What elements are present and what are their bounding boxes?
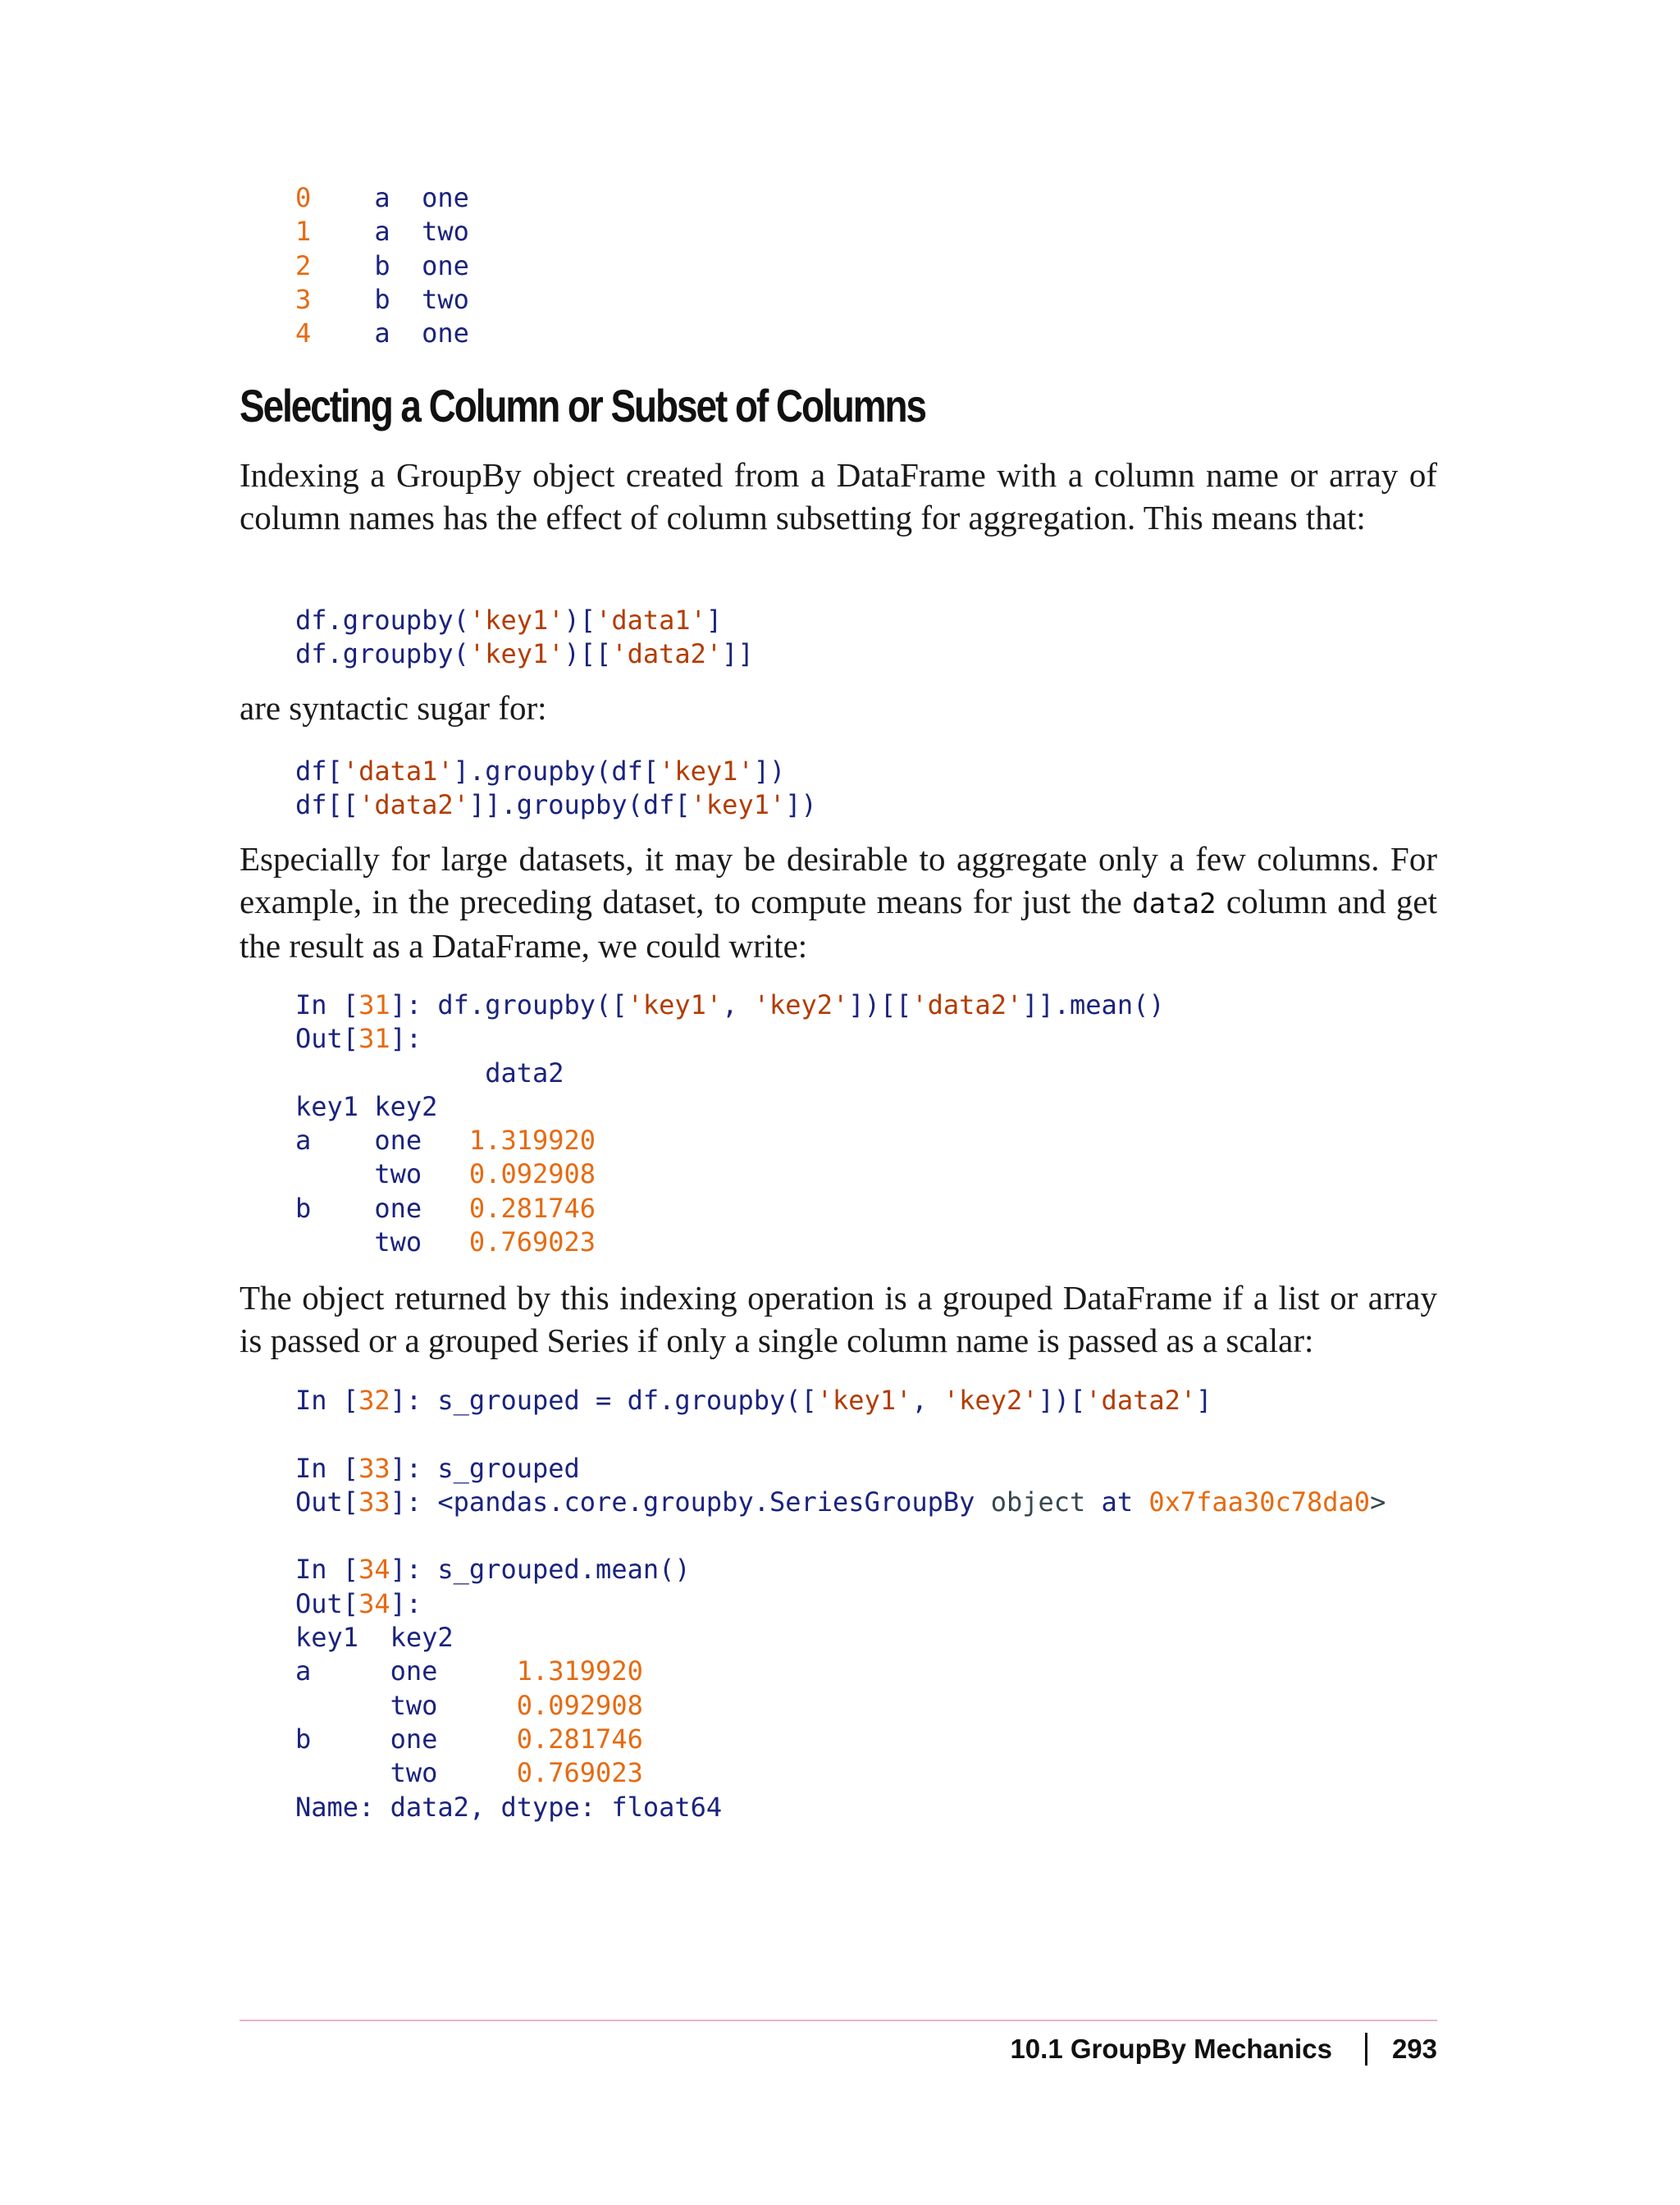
row-index: 0 [295,182,312,213]
row-value: one [422,317,469,349]
code-line: Out[31]: [295,1023,422,1055]
row-key: a [374,317,390,349]
footer-divider [240,2020,1437,2021]
output-column-header: data2 [295,1057,564,1089]
code-line: df['data1'].groupby(df['key1']) [295,756,786,787]
code-line: df.groupby('key1')['data1'] [295,605,723,636]
inline-code: data2 [1132,887,1217,920]
output-dtype-line: Name: data2, dtype: float64 [295,1791,723,1823]
row-value: two [422,216,469,248]
output-row: two 0.769023 [390,1757,643,1789]
listing-row [295,317,469,350]
footer-separator [1365,2033,1367,2066]
row-index: 4 [295,317,312,349]
code-block-equivalent [295,755,817,823]
output-row: b one 0.281746 [295,1723,643,1755]
listing-row [295,181,469,215]
page-footer [1010,2033,1437,2066]
section-heading: Selecting a Column or Subset of Columns [240,380,925,431]
paragraph-intro: Indexing a GroupBy object created from a DataFrame with a column name or array of column names has the effect of column subsetting for aggregation. This means that: [240,456,1437,536]
output-index-header: key1 key2 [295,1622,454,1654]
paragraph-syntactic-sugar: are syntactic sugar for: [240,689,547,727]
row-key: a [374,216,390,248]
row-value: one [422,249,469,281]
code-line: Out[33]: <pandas.core.groupby.SeriesGroupBy object at 0x7faa30c78da0> [295,1486,1386,1518]
code-line: In [34]: s_grouped.mean() [295,1554,691,1586]
code-line: df.groupby('key1')[['data2']] [295,638,754,670]
code-block-in31 [295,988,1165,1259]
row-index: 1 [295,216,312,248]
code-block-in32-in34 [295,1384,1386,1824]
row-value: one [422,182,469,213]
code-line: df[['data2']].groupby(df['key1']) [295,789,817,821]
row-key: b [374,283,390,315]
listing-row [295,249,469,283]
row-index: 2 [295,249,312,281]
output-row: b one 0.281746 [295,1192,596,1224]
output-row: two 0.092908 [374,1158,596,1190]
paragraph-large-datasets: Especially for large datasets, it may be desirable to aggregate only a few columns. For example, in the preceding dataset, to compute means for just the data2 column and get the result as a DataFrame, we could write: [240,840,1437,965]
footer-section-title: 10.1 GroupBy Mechanics [1010,2034,1332,2064]
page-number: 293 [1391,2034,1437,2064]
row-key: a [374,182,390,213]
output-row: a one 1.319920 [295,1125,596,1157]
code-line: In [31]: df.groupby(['key1', 'key2'])[['data2']].mean() [295,989,1165,1020]
row-value: two [422,283,469,315]
code-line: Out[34]: [295,1587,422,1619]
output-row: two 0.092908 [390,1689,643,1721]
output-row: two 0.769023 [374,1226,596,1258]
row-key: b [374,249,390,281]
listing-row [295,215,469,249]
code-line: In [33]: s_grouped [295,1452,580,1484]
output-row: a one 1.319920 [295,1655,643,1687]
code-block-groupby-select [295,604,754,672]
listing-row [295,283,469,317]
output-index-header: key1 key2 [295,1090,438,1122]
row-index: 3 [295,283,312,315]
code-line: In [32]: s_grouped = df.groupby(['key1', 'key2'])['data2'] [295,1385,1212,1416]
paragraph-grouped-result: The object returned by this indexing operation is a grouped DataFrame if a list or array is passed or a grouped Series if only a single column name is passed as a scalar: [240,1279,1437,1359]
code-listing-top [295,181,469,350]
